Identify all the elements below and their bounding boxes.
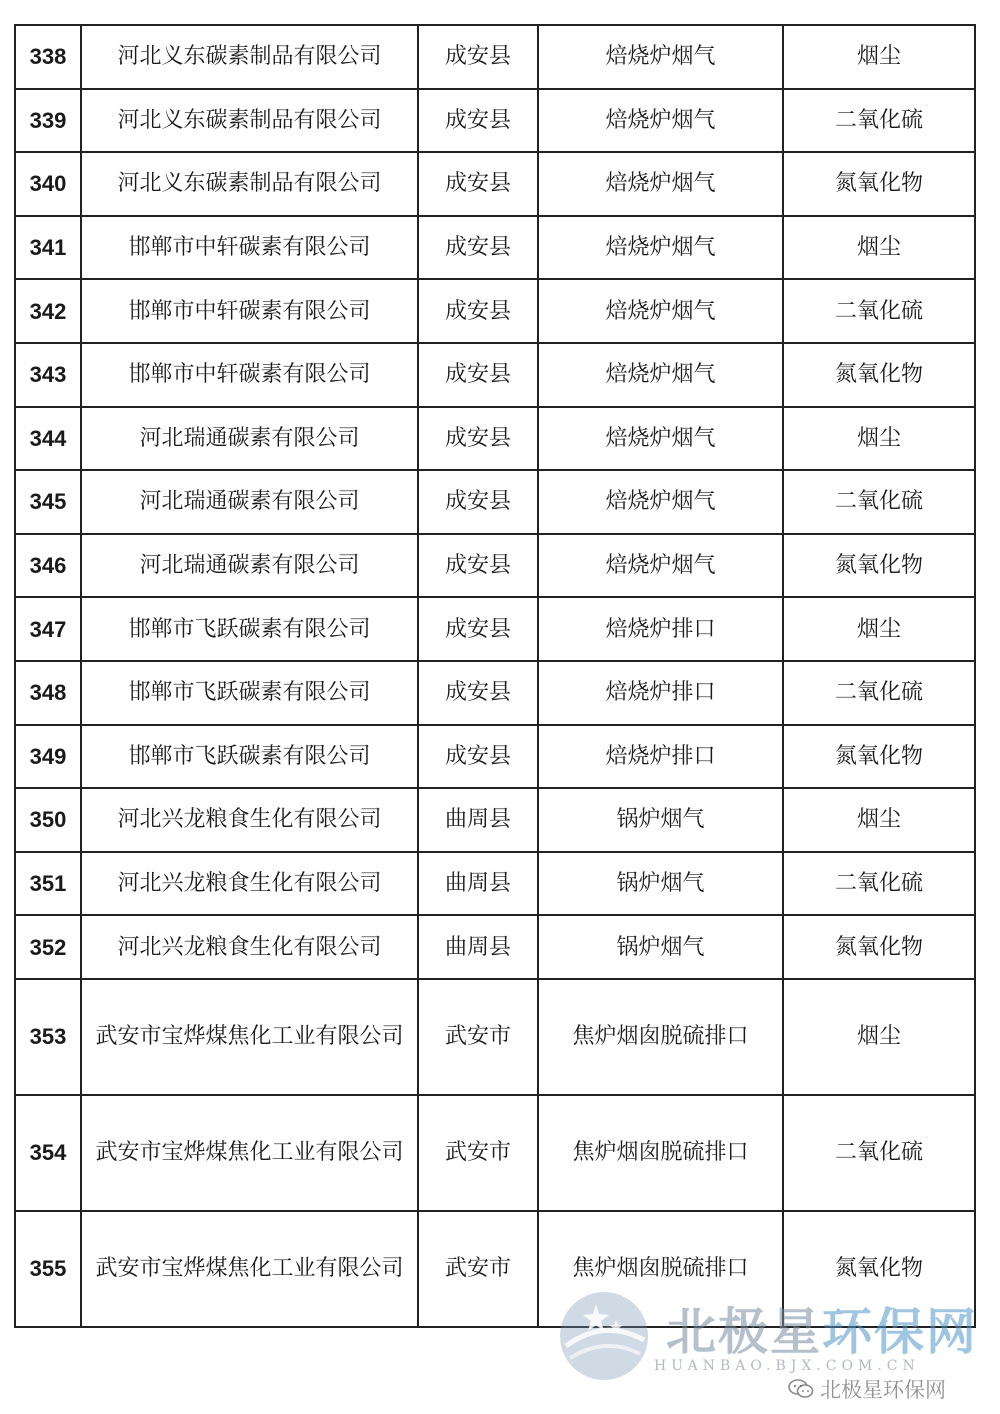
table-row [15,915,975,979]
table-row [15,152,975,216]
table-row [15,852,975,916]
emission-source-cell: 焙烧炉烟气 [538,407,783,471]
company-name-cell: 河北瑞通碳素有限公司 [81,407,418,471]
emission-source-cell: 焙烧炉烟气 [538,152,783,216]
emission-source-cell: 锅炉烟气 [538,852,783,916]
data-table [14,24,976,1328]
company-name-cell: 邯郸市飞跃碳素有限公司 [81,597,418,661]
county-cell: 成安县 [418,152,538,216]
county-cell: 成安县 [418,597,538,661]
county-cell: 武安市 [418,1095,538,1211]
wechat-label: 北极星环保网 [820,1378,946,1402]
emission-source-cell: 焙烧炉烟气 [538,89,783,153]
wechat-icon [788,1379,814,1399]
pollutant-cell: 二氧化硫 [783,661,975,725]
county-cell: 曲周县 [418,788,538,852]
emission-source-cell: 焦炉烟囱脱硫排口 [538,1211,783,1327]
company-name-cell: 河北兴龙粮食生化有限公司 [81,852,418,916]
table-row [15,534,975,598]
emission-source-cell: 焙烧炉排口 [538,725,783,789]
pollutant-cell: 二氧化硫 [783,279,975,343]
county-cell: 成安县 [418,216,538,280]
table-body [15,25,975,1327]
county-cell: 成安县 [418,725,538,789]
county-cell: 成安县 [418,661,538,725]
table-row [15,661,975,725]
pollutant-cell: 烟尘 [783,25,975,89]
emission-source-cell: 焦炉烟囱脱硫排口 [538,1095,783,1211]
pollutant-cell: 烟尘 [783,979,975,1095]
company-name-cell: 武安市宝烨煤焦化工业有限公司 [81,1095,418,1211]
pollutant-cell: 二氧化硫 [783,89,975,153]
company-name-cell: 河北义东碳素制品有限公司 [81,89,418,153]
table-row [15,1095,975,1211]
emission-source-cell: 焙烧炉烟气 [538,216,783,280]
row-number-cell: 343 [15,343,81,407]
pollutant-cell: 氮氧化物 [783,343,975,407]
company-name-cell: 河北义东碳素制品有限公司 [81,152,418,216]
county-cell: 成安县 [418,343,538,407]
row-number-cell: 344 [15,407,81,471]
pollutant-cell: 烟尘 [783,407,975,471]
row-number-cell: 338 [15,25,81,89]
watermark-title: 北极星环保网 [666,1303,978,1361]
pollutant-cell: 烟尘 [783,216,975,280]
county-cell: 武安市 [418,1211,538,1327]
row-number-cell: 355 [15,1211,81,1327]
table-row [15,343,975,407]
row-number-cell: 353 [15,979,81,1095]
pollutant-cell: 氮氧化物 [783,534,975,598]
row-number-cell: 354 [15,1095,81,1211]
county-cell: 成安县 [418,470,538,534]
county-cell: 曲周县 [418,852,538,916]
emission-source-cell: 锅炉烟气 [538,788,783,852]
pollutant-cell: 烟尘 [783,597,975,661]
company-name-cell: 武安市宝烨煤焦化工业有限公司 [81,1211,418,1327]
company-name-cell: 河北瑞通碳素有限公司 [81,470,418,534]
county-cell: 武安市 [418,979,538,1095]
row-number-cell: 351 [15,852,81,916]
company-name-cell: 邯郸市飞跃碳素有限公司 [81,661,418,725]
row-number-cell: 349 [15,725,81,789]
pollutant-cell: 二氧化硫 [783,1095,975,1211]
county-cell: 成安县 [418,279,538,343]
county-cell: 曲周县 [418,915,538,979]
company-name-cell: 河北瑞通碳素有限公司 [81,534,418,598]
pollutant-cell: 氮氧化物 [783,915,975,979]
emission-source-cell: 焙烧炉排口 [538,597,783,661]
emission-source-cell: 焙烧炉烟气 [538,534,783,598]
emission-source-cell: 焙烧炉烟气 [538,343,783,407]
company-name-cell: 邯郸市中轩碳素有限公司 [81,279,418,343]
emission-source-cell: 焙烧炉排口 [538,661,783,725]
company-name-cell: 武安市宝烨煤焦化工业有限公司 [81,979,418,1095]
pollutant-cell: 二氧化硫 [783,470,975,534]
row-number-cell: 342 [15,279,81,343]
table-row [15,1211,975,1327]
row-number-cell: 340 [15,152,81,216]
row-number-cell: 347 [15,597,81,661]
table-row [15,597,975,661]
emission-source-cell: 焙烧炉烟气 [538,25,783,89]
table-row [15,788,975,852]
table-row [15,25,975,89]
row-number-cell: 339 [15,89,81,153]
table-row [15,216,975,280]
company-name-cell: 河北兴龙粮食生化有限公司 [81,915,418,979]
pollutant-cell: 烟尘 [783,788,975,852]
company-name-cell: 邯郸市中轩碳素有限公司 [81,216,418,280]
emission-source-cell: 焦炉烟囱脱硫排口 [538,979,783,1095]
table-row [15,979,975,1095]
row-number-cell: 341 [15,216,81,280]
row-number-cell: 346 [15,534,81,598]
pollutant-cell: 氮氧化物 [783,1211,975,1327]
company-name-cell: 邯郸市飞跃碳素有限公司 [81,725,418,789]
table-row [15,725,975,789]
pollutant-cell: 氮氧化物 [783,152,975,216]
table-row [15,89,975,153]
row-number-cell: 352 [15,915,81,979]
county-cell: 成安县 [418,89,538,153]
table-row [15,279,975,343]
county-cell: 成安县 [418,25,538,89]
company-name-cell: 河北义东碳素制品有限公司 [81,25,418,89]
table-row [15,470,975,534]
table-row [15,407,975,471]
watermark-url: HUANBAO.BJX.COM.CN [654,1358,920,1374]
company-name-cell: 邯郸市中轩碳素有限公司 [81,343,418,407]
pollutant-cell: 氮氧化物 [783,725,975,789]
pollutant-cell: 二氧化硫 [783,852,975,916]
row-number-cell: 350 [15,788,81,852]
emission-source-cell: 锅炉烟气 [538,915,783,979]
county-cell: 成安县 [418,534,538,598]
wechat-account [788,1374,946,1404]
county-cell: 成安县 [418,407,538,471]
emission-source-cell: 焙烧炉烟气 [538,470,783,534]
row-number-cell: 345 [15,470,81,534]
emission-source-cell: 焙烧炉烟气 [538,279,783,343]
row-number-cell: 348 [15,661,81,725]
company-name-cell: 河北兴龙粮食生化有限公司 [81,788,418,852]
